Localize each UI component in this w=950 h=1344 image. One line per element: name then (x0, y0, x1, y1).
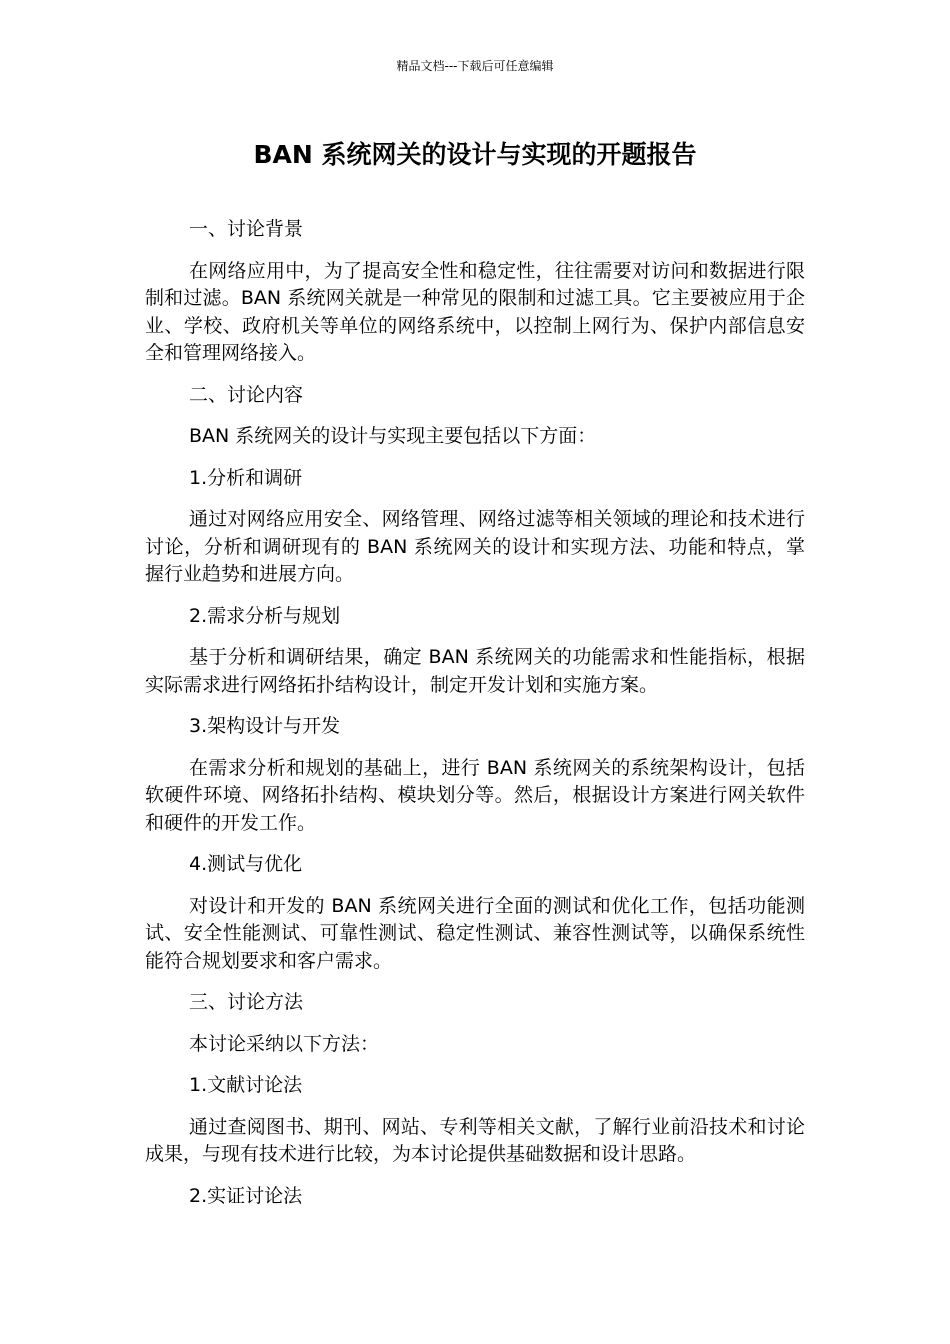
section-heading-methods: 三、讨论方法 (189, 991, 304, 1013)
section-heading-content: 二、讨论内容 (189, 383, 304, 406)
subheading-analysis: 1.分析和调研 (189, 466, 303, 489)
paragraph-requirements: 基于分析和调研结果，确定 BAN 系统网关的功能需求和性能指标，根据实际需求进行网络拓扑结构设计，制定开发计划和实施方案。 (145, 646, 805, 696)
subheading-testing: 4.测试与优化 (189, 853, 303, 875)
paragraph-methods-intro: 本讨论采纳以下方法： (189, 1032, 380, 1055)
document-body (145, 216, 805, 1224)
paragraph-literature: 通过查阅图书、期刊、网站、专利等相关文献，了解行业前沿技术和讨论成果，与现有技术进行比较，为本讨论提供基础数据和设计思路。 (145, 1115, 805, 1165)
paragraph-analysis: 通过对网络应用安全、网络管理、网络过滤等相关领域的理论和技术进行讨论，分析和调研现有的 BAN 系统网关的设计和实现方法、功能和特点，掌握行业趋势和进展方向。 (145, 508, 805, 585)
document-title: BAN 系统网关的设计与实现的开题报告 (253, 140, 697, 169)
subheading-architecture: 3.架构设计与开发 (189, 715, 341, 737)
paragraph-architecture: 在需求分析和规划的基础上，进行 BAN 系统网关的系统架构设计，包括软硬件环境、网络拓扑结构、模块划分等。然后，根据设计方案进行网关软件和硬件的开发工作。 (145, 756, 805, 834)
section-heading-background: 一、讨论背景 (189, 218, 304, 240)
subheading-literature: 1.文献讨论法 (189, 1074, 303, 1096)
paragraph-content-intro: BAN 系统网关的设计与实现主要包括以下方面： (189, 425, 597, 447)
subheading-requirements: 2.需求分析与规划 (189, 604, 341, 627)
paragraph-background: 在网络应用中，为了提高安全性和稳定性，往往需要对访问和数据进行限制和过滤。BAN 系统网关就是一种常见的限制和过滤工具。它主要被应用于企业、学校、政府机关等单位的网络系统中，以控制上网行为、保护内部信息安全和管理网络接入。 (145, 259, 805, 364)
paragraph-testing: 对设计和开发的 BAN 系统网关进行全面的测试和优化工作，包括功能测试、安全性能测试、可靠性测试、稳定性测试、兼容性测试等，以确保系统性能符合规划要求和客户需求。 (145, 894, 805, 972)
header-note: 精品文档---下载后可任意编辑 (396, 59, 554, 73)
subheading-empirical: 2.实证讨论法 (189, 1184, 303, 1207)
